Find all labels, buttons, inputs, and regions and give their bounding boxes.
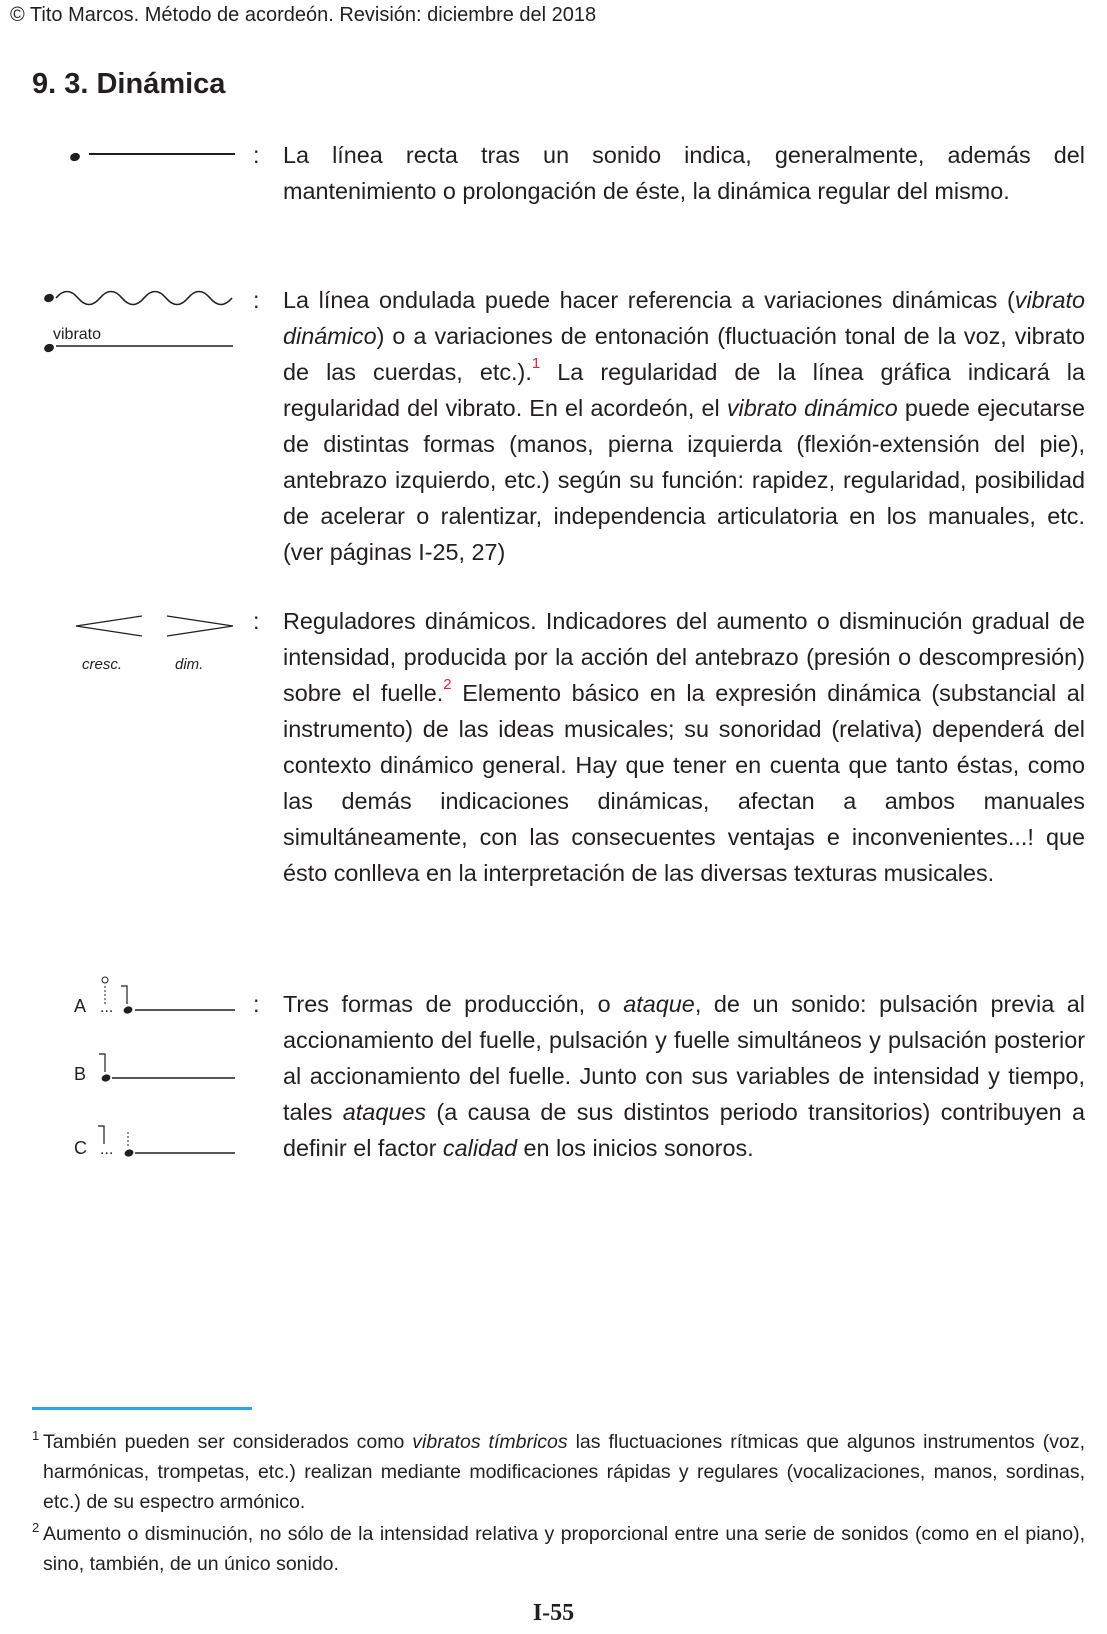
attack-label-b: B [74,1064,87,1084]
diminuendo-hairpin [167,616,233,636]
colon: : [253,991,260,1017]
attack-c-dots: ... [100,1141,114,1158]
attack-a-dots: ... [100,999,114,1016]
paragraph-text: La línea recta tras un sonido indica, generalmente, además del mantenimiento o prolongación de éste, la dinámica regular del mismo. [283,142,1085,204]
vibrato-label: vibrato [53,326,102,343]
attack-label-a: A [74,996,87,1016]
colon: : [253,608,260,634]
footnote-ref-2[interactable]: 2 [443,676,452,693]
dynamic-regulators-symbol [70,608,250,678]
footnote-2: 2 Aumento o disminución, no sólo de la intensidad relativa y proporcional entre una serie de sonidos (como en el piano), sino, también, de un único sonido. [32,1519,1085,1579]
footnote-number: 1 [32,1428,40,1443]
straight-line-symbol [60,140,250,170]
footnote-ref-1[interactable]: 1 [531,355,541,372]
dim-label: dim. [175,656,204,673]
colon: : [253,287,260,313]
attack-forms-symbol [70,968,255,1168]
page-header: © Tito Marcos. Método de acordeón. Revisión: diciembre del 2018 [10,4,597,26]
paragraph-straight-line [253,137,1085,209]
colon: : [253,142,260,168]
cresc-label: cresc. [82,656,123,673]
vibrato-symbol [38,283,248,363]
attack-label-c: C [74,1138,87,1158]
paragraph-vibrato: : La línea ondulada puede hacer referencia a variaciones dinámicas (vibrato dinámico) o a variaciones de entonación (fluctuación tonal de la voz, vibrato de las cuerdas, etc.).$^1$ La regularidad de la línea gráfica indicará la regularidad del vibrato. En el acordeón, el vibrato dinámico puede ejecutarse de distintas formas (manos, pierna izquierda (flexión-extensión del pie), antebrazo izquierdo, etc.) según su función: rapidez, regularidad, posibilidad de acelerar o ralentizar, independencia articulatoria en los manuales, etc. (ver páginas I-25, 27) [268,282,1085,570]
paragraph-reguladores: : Reguladores dinámicos. Indicadores del aumento o disminución gradual de intensidad, producida por la acción del antebrazo (presión o descompresión) sobre el fuelle.$^2$ Elemento básico en la expresión dinámica (substancial al instrumento) de las ideas musicales; su sonoridad (relativa) dependerá del contexto dinámico general. Hay que tener en cuenta que tanto éstas, como las demás indicaciones dinámicas, afectan a ambos manuales simultáneamente, con las consecuentes ventajas e inconvenientes...! que ésto conlleva en la interpretación de las diversas texturas musicales. [268,603,1085,891]
crescendo-hairpin [76,616,142,636]
footnote-divider [32,1407,252,1410]
section-title: 9. 3. Dinámica [32,68,226,100]
page-number: I-55 [532,1600,575,1626]
footnote-1: 1 También pueden ser considerados como vibratos tímbricos las fluctuaciones rítmicas que algunos instrumentos (voz, harmónicas, trompetas, etc.) realizan mediante modificaciones rápidas y regulares (vocalizaciones, manos, sordinas, etc.) de su espectro armónico. [32,1427,1085,1517]
paragraph-ataque: : Tres formas de producción, o ataque, de un sonido: pulsación previa al accionamiento del fuelle, pulsación y fuelle simultáneos y pulsación posterior al accionamiento del fuelle. Junto con sus variables de intensidad y tiempo, tales ataques (a causa de sus distintos periodo transitorios) contribuyen a definir el factor calidad en los inicios sonoros. [268,986,1085,1166]
footnote-number: 2 [32,1520,40,1535]
